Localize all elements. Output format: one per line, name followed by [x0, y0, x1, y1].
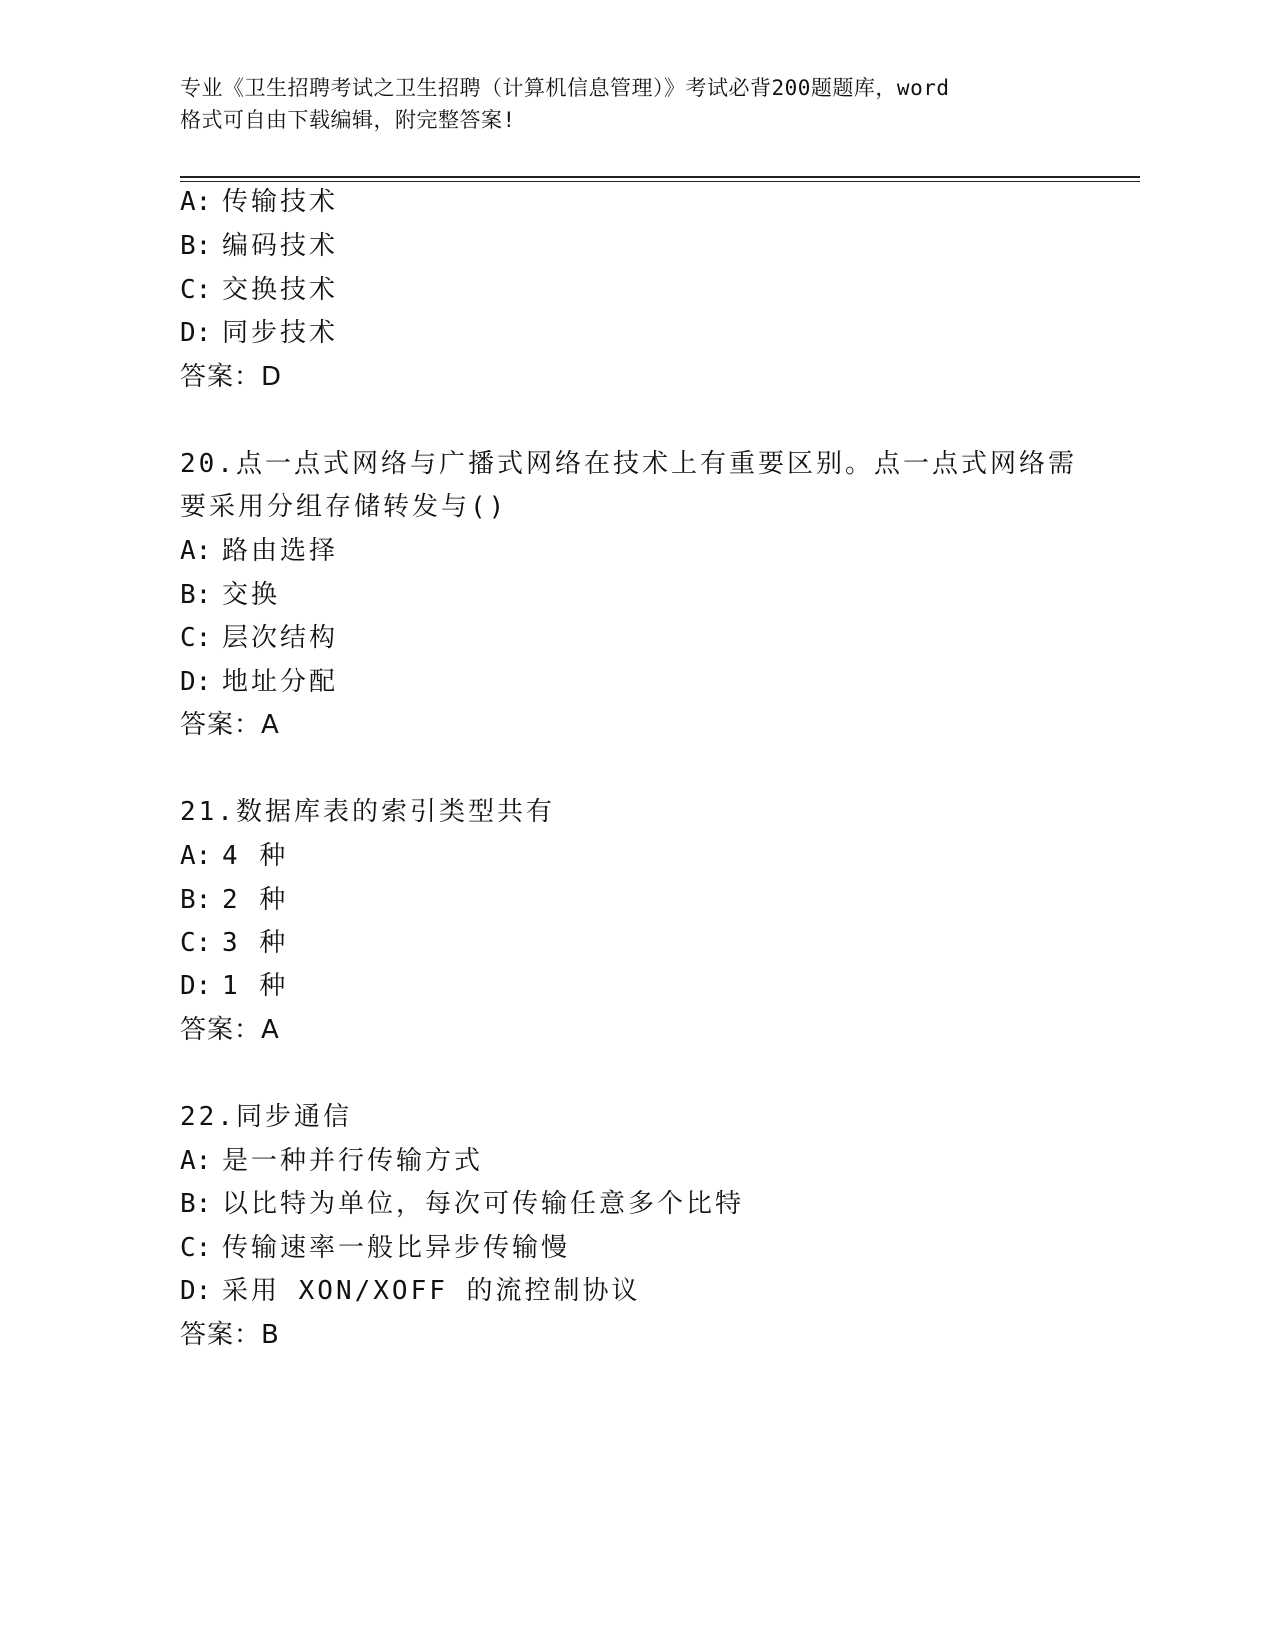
option-key: A: — [180, 1146, 212, 1176]
option-key: A: — [180, 187, 212, 217]
option-text: 路由选择 — [222, 536, 339, 566]
q21-option-c — [180, 927, 288, 959]
q21-option-d — [180, 970, 288, 1002]
option-text: 以比特为单位，每次可传输任意多个比特 — [222, 1189, 745, 1219]
q21-stem-line-1: 21.数据库表的索引类型共有 — [180, 797, 555, 827]
option-text: 是一种并行传输方式 — [222, 1146, 484, 1176]
q19-option-d — [180, 317, 338, 349]
option-key: B: — [180, 1189, 212, 1219]
option-text: 编码技术 — [222, 231, 339, 261]
q19-option-c — [180, 274, 338, 306]
option-text: 地址分配 — [222, 667, 339, 697]
q22-answer: 答案：B — [180, 1320, 280, 1350]
q19-option-a — [180, 186, 338, 218]
q22-option-b — [180, 1188, 744, 1220]
q22-option-c — [180, 1232, 570, 1264]
option-key: C: — [180, 1233, 212, 1263]
document-header — [180, 72, 1080, 136]
option-key: C: — [180, 623, 212, 653]
option-text: 层次结构 — [222, 623, 339, 653]
option-text: 采用 XON/XOFF 的流控制协议 — [222, 1276, 641, 1306]
q21-option-a — [180, 840, 288, 872]
q21-option-b — [180, 884, 288, 916]
header-title-line-1: 专业《卫生招聘考试之卫生招聘（计算机信息管理）》考试必背200题题库，word — [180, 76, 950, 100]
option-text: 交换技术 — [222, 275, 339, 305]
header-title-line-2: 格式可自由下载编辑，附完整答案! — [180, 108, 516, 132]
option-text: 同步技术 — [222, 318, 339, 348]
option-key: D: — [180, 667, 212, 697]
q20-option-b — [180, 579, 280, 611]
option-key: B: — [180, 580, 212, 610]
q20-option-a — [180, 535, 338, 567]
q19-option-b — [180, 230, 338, 262]
option-key: C: — [180, 928, 212, 958]
header-divider-thick — [180, 176, 1140, 178]
option-key: C: — [180, 275, 212, 305]
option-key: B: — [180, 231, 212, 261]
option-key: D: — [180, 971, 212, 1001]
option-text: 传输技术 — [222, 187, 339, 217]
option-key: D: — [180, 1276, 212, 1306]
q20-answer: 答案：A — [180, 710, 280, 740]
q22-option-a — [180, 1145, 483, 1177]
q19-answer: 答案：D — [180, 362, 283, 392]
option-text: 2 种 — [222, 885, 289, 915]
q20-stem-line-2: 要采用分组存储转发与() — [180, 492, 508, 522]
option-key: A: — [180, 841, 212, 871]
q20-stem-line-1: 20.点一点式网络与广播式网络在技术上有重要区别。点一点式网络需 — [180, 449, 1077, 479]
option-key: A: — [180, 536, 212, 566]
q20-option-c — [180, 622, 338, 654]
q21-answer: 答案：A — [180, 1015, 280, 1045]
option-text: 交换 — [222, 580, 281, 610]
option-text: 3 种 — [222, 928, 289, 958]
option-text: 传输速率一般比异步传输慢 — [222, 1233, 571, 1263]
q20-option-d — [180, 666, 338, 698]
option-key: D: — [180, 318, 212, 348]
q22-option-d — [180, 1275, 641, 1307]
q22-stem-line-1: 22.同步通信 — [180, 1102, 352, 1132]
option-key: B: — [180, 885, 212, 915]
header-divider-thin — [180, 181, 1140, 182]
option-text: 1 种 — [222, 971, 289, 1001]
option-text: 4 种 — [222, 841, 289, 871]
